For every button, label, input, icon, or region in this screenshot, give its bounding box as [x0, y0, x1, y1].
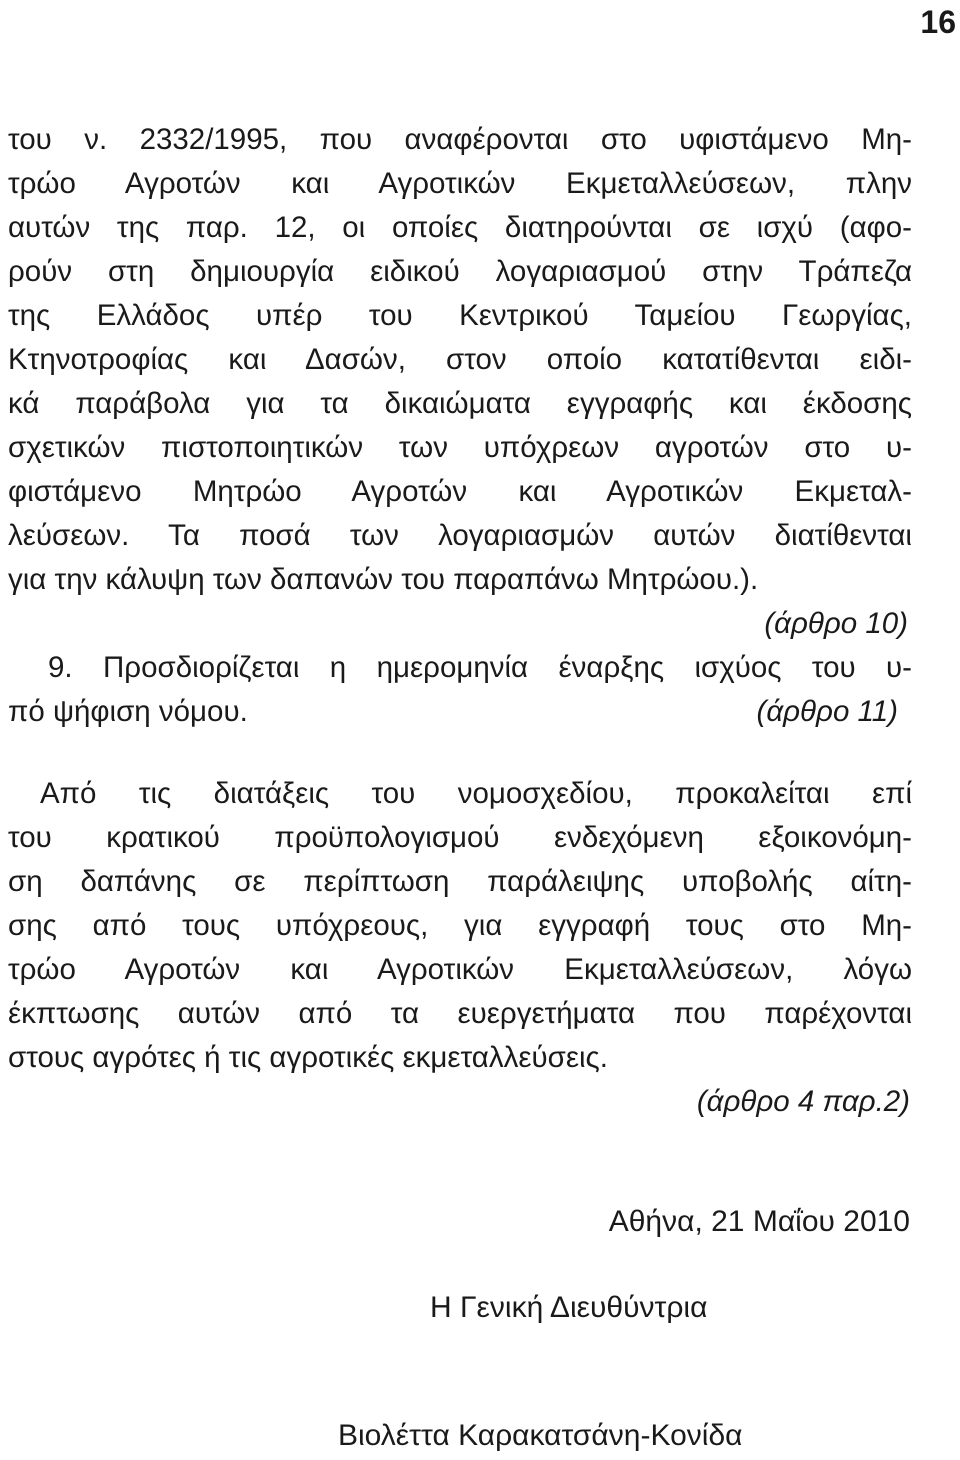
text-line: για την κάλυψη των δαπανών του παραπάνω Μητρώου.).	[8, 563, 759, 596]
text-line: τρώο Αγροτών και Αγροτικών Εκμεταλλεύσεων, πλην	[8, 167, 912, 200]
signature-title: Η Γενική Διευθύντρια	[430, 1291, 708, 1324]
text-line: τρώο Αγροτών και Αγροτικών Εκμεταλλεύσεων, λόγω	[8, 953, 912, 986]
article-reference: (άρθρο 4 παρ.2)	[696, 1085, 910, 1118]
text-line: σχετικών πιστοποιητικών των υπόχρεων αγροτών στο υ-	[8, 431, 912, 464]
text-line: της Ελλάδος υπέρ του Κεντρικού Ταμείου Γεωργίας,	[8, 299, 912, 332]
text-line: Από τις διατάξεις του νομοσχεδίου, προκαλείται επί	[40, 777, 912, 810]
text-line: ρούν στη δημιουργία ειδικού λογαριασμού στην Τράπεζα	[8, 255, 912, 288]
text-line: 9. Προσδιορίζεται η ημερομηνία έναρξης ισχύος του υ-	[48, 651, 912, 684]
text-line: σης από τους υπόχρεους, για εγγραφή τους στο Μη-	[8, 909, 912, 942]
text-line: Κτηνοτροφίας και Δασών, στον οποίο κατατίθενται ειδι-	[8, 343, 912, 376]
page-number: 16	[920, 4, 956, 40]
text-line: αυτών της παρ. 12, οι οποίες διατηρούνται σε ισχύ (αφο-	[8, 211, 912, 244]
text-line: έκπτωσης αυτών από τα ευεργετήματα που παρέχονται	[8, 997, 912, 1030]
text-line: του κρατικού προϋπολογισμού ενδεχόμενη εξοικονόμη-	[8, 821, 912, 854]
signature-date: Αθήνα, 21 Μαΐου 2010	[608, 1205, 910, 1238]
article-reference: (άρθρο 11)	[756, 695, 898, 728]
text-line: πό ψήφιση νόμου.	[8, 695, 248, 728]
text-line: λεύσεων. Τα ποσά των λογαριασμών αυτών διατίθενται	[8, 519, 912, 552]
text-line: φιστάμενο Μητρώο Αγροτών και Αγροτικών Εκμεταλ-	[8, 475, 912, 508]
text-line: ση δαπάνης σε περίπτωση παράλειψης υποβολής αίτη-	[8, 865, 912, 898]
signature-name: Βιολέττα Καρακατσάνη-Κονίδα	[338, 1419, 743, 1452]
text-line: κά παράβολα για τα δικαιώματα εγγραφής και έκδοσης	[8, 387, 912, 420]
text-line: του ν. 2332/1995, που αναφέρονται στο υφιστάμενο Μη-	[8, 123, 912, 156]
article-reference: (άρθρο 10)	[764, 607, 908, 640]
text-line: στους αγρότες ή τις αγροτικές εκμεταλλεύσεις.	[8, 1041, 608, 1074]
